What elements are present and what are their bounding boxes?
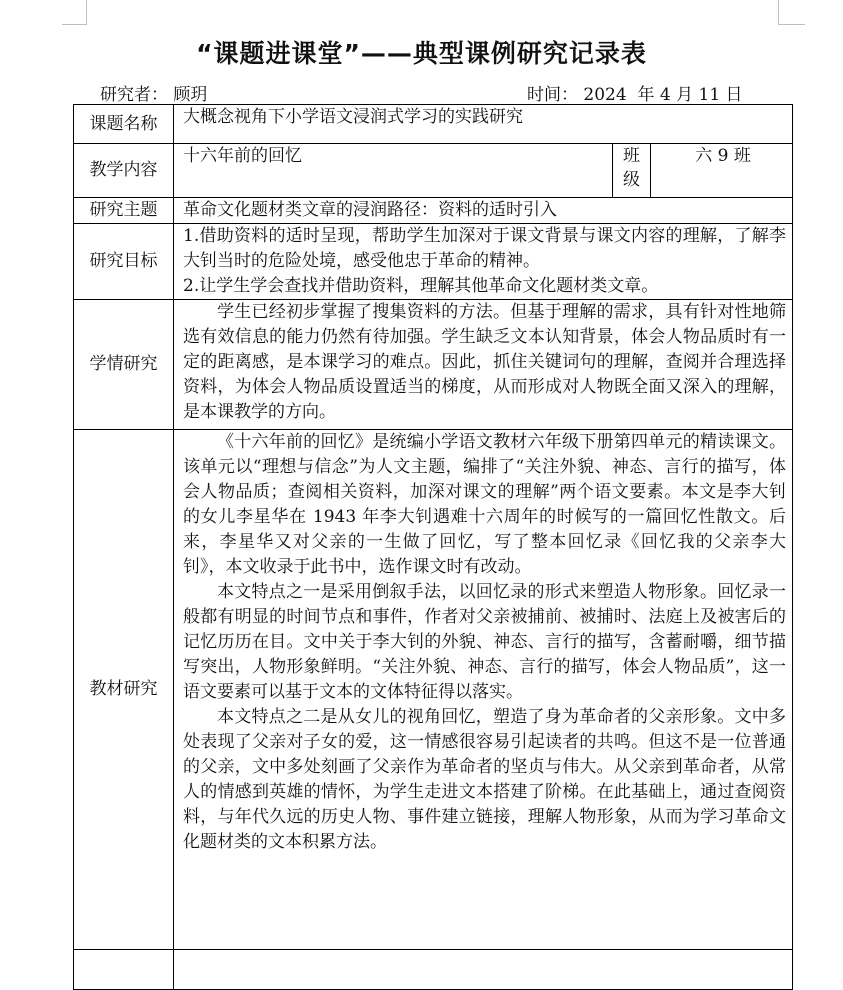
row-students xyxy=(74,300,793,430)
researcher-name[interactable]: 顾玥 xyxy=(173,85,208,105)
row-content xyxy=(74,144,793,198)
class-value[interactable]: 六 9 班 xyxy=(651,144,793,198)
next-row-label-cell xyxy=(74,950,174,990)
page-corner-mark-right xyxy=(778,0,805,25)
students-paragraph: 学生已经初步掌握了搜集资料的方法。但基于理解的需求，具有针对性地筛选有效信息的能力仍然有待加强。学生缺乏文本认知背景，体会人物品质时有一定的距离感，是本课学习的难点。因此，抓住关键词句的理解，查阅并合理选择资料，为体会人物品质设置适当的梯度，从而形成对人物既全面又深入的理解，是本课教学的方向。 xyxy=(183,302,787,422)
students-value[interactable] xyxy=(174,300,793,430)
date-label: 时间： xyxy=(527,85,578,105)
row-theme xyxy=(74,198,793,224)
record-table xyxy=(73,104,793,990)
theme-label: 研究主题 xyxy=(74,198,174,224)
researcher-field xyxy=(100,80,207,105)
class-label: 班级 xyxy=(613,144,651,198)
goals-value[interactable] xyxy=(174,224,793,300)
material-label: 教材研究 xyxy=(74,430,174,950)
goal-item-2: 2.让学生学会查找并借助资料，理解其他革命文化题材类文章。 xyxy=(183,276,659,296)
goals-label: 研究目标 xyxy=(74,224,174,300)
material-paragraph-3: 本文特点之二是从女儿的视角回忆，塑造了身为革命者的父亲形象。文中多处表现了父亲对子女的爱，这一情感很容易引起读者的共鸣。但这不是一位普通的父亲，文中多处刻画了父亲作为革命者的坚贞与伟大。从父亲到革命者，从常人的情感到英雄的情怀，为学生走进文本搭建了阶梯。在此基础上，通过查阅资料，与年代久远的历史人物、事件建立链接，理解人物形象，从而为学习革命文化题材类的文本积累方法。 xyxy=(183,707,787,852)
next-row-value-cell[interactable] xyxy=(174,950,793,990)
row-next xyxy=(74,950,793,990)
meta-row xyxy=(0,80,843,105)
theme-value[interactable]: 革命文化题材类文章的浸润路径：资料的适时引入 xyxy=(174,198,793,224)
material-value[interactable] xyxy=(174,430,793,950)
document-title: “课题进课堂”——典型课例研究记录表 xyxy=(196,39,647,68)
row-topic xyxy=(74,105,793,144)
researcher-label: 研究者： xyxy=(100,85,168,105)
content-value[interactable]: 十六年前的回忆 xyxy=(174,144,613,198)
goal-item-1: 1.借助资料的适时呈现，帮助学生加深对于课文背景与课文内容的理解，了解李大钊当时的危险处境，感受他忠于革命的精神。 xyxy=(183,226,787,271)
row-material xyxy=(74,430,793,950)
row-goals xyxy=(74,224,793,300)
content-label: 教学内容 xyxy=(74,144,174,198)
material-paragraph-1: 《十六年前的回忆》是统编小学语文教材六年级下册第四单元的精读课文。该单元以“理想与信念”为人文主题，编排了“关注外貌、神态、言行的描写，体会人物品质；查阅相关资料，加深对课文的理解”两个语文要素。本文是李大钊的女儿李星华在 1943 年李大钊遇难十六周年的时候写的一篇回忆性散文。后来，李星华又对父亲的一生做了回忆，写了整本回忆录《回忆我的父亲李大钊》，本文收录于此书中，选作课文时有改动。 xyxy=(183,432,787,577)
topic-value[interactable]: 大概念视角下小学语文浸润式学习的实践研究 xyxy=(174,105,793,144)
topic-label: 课题名称 xyxy=(74,105,174,144)
students-label: 学情研究 xyxy=(74,300,174,430)
date-value[interactable]: 2024 年 4 月 11 日 xyxy=(583,85,743,105)
page-corner-mark-left xyxy=(62,0,87,25)
material-paragraph-2: 本文特点之一是采用倒叙手法，以回忆录的形式来塑造人物形象。回忆录一般都有明显的时间节点和事件，作者对父亲被捕前、被捕时、法庭上及被害后的记忆历历在目。文中关于李大钊的外貌、神态、言行的描写，含蓄耐嚼，细节描写突出，人物形象鲜明。“关注外貌、神态、言行的描写，体会人物品质”，这一语文要素可以基于文本的文体特征得以落实。 xyxy=(183,582,787,702)
date-field xyxy=(527,80,743,105)
